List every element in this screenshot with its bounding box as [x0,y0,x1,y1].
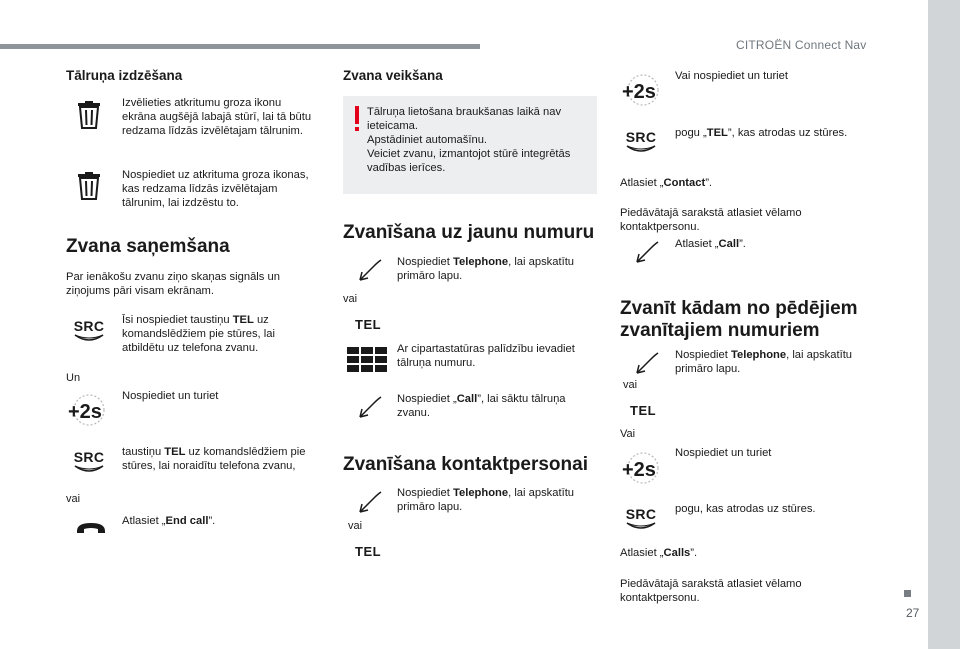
side-strip [928,0,960,649]
recent-or-vai-2: Vai [620,428,636,440]
end-call-icon [74,520,108,536]
receive-or-un: Un [66,372,81,384]
tel-button-label: TEL [355,317,382,332]
receive-or-vai: vai [66,493,81,505]
section-title-recent: Zvanīt kādam no pēdējiem zvanītajiem numuriem [620,298,858,341]
recent-step1: Nospiediet Telephone, lai apskatītu primāro lapu. [675,349,853,375]
src-label: SRC [73,449,105,465]
press-hold-2s-icon [66,393,112,427]
src-steering-button-icon [624,127,658,157]
src-steering-button-icon [72,447,106,477]
svg-text:+2s: +2s [622,81,656,103]
new-number-step1: Nospiediet Telephone, lai apskatītu primāro lapu. [397,256,575,282]
receive-step1: Īsi nospiediet taustiņu TEL uz komandslēdžiem pie stūres, lai atbildētu uz telefona zvanu. [122,314,275,354]
cont-step2: pogu „TEL”, kas atrodas uz stūres. [675,127,848,139]
brand-title: CITROËN Connect Nav [736,38,867,52]
src-label: SRC [625,506,657,522]
header-rule [0,44,480,49]
section-title-receive: Zvana saņemšana [66,236,230,257]
cont-step4: Piedāvātajā sarakstā atlasiet vēlamo kontaktpersonu. [620,207,802,233]
warning-text: Tālruņa lietošana braukšanas laikā nav ieteicama. Apstādiniet automašīnu. Veiciet zvanu, izmantojot stūrē integrētās vadības ierīces. [367,106,571,174]
svg-text:+2s: +2s [68,401,102,423]
press-hold-2s-icon [620,451,666,485]
section-title-new-number: Zvanīšana uz jaunu numuru [343,222,595,243]
contact-or: vai [348,520,363,532]
new-number-or: vai [343,293,358,305]
tel-button-label: TEL [630,403,657,418]
receive-step2: Nospiediet un turiet [122,390,219,402]
touch-press-icon [355,256,385,284]
src-label: SRC [625,129,657,145]
recent-step4: Atlasiet „Calls”. [620,547,698,559]
recent-step3: pogu, kas atrodas uz stūres. [675,503,816,515]
touch-press-icon [632,349,662,377]
warning-icon-dot [355,127,359,131]
delete-step2: Nospiediet uz atkrituma groza ikonas, kas redzama līdzās izvēlētajam tālrunim, lai izdzēstu to. [122,169,309,209]
page-number: 27 [906,606,920,620]
cont-step1: Vai nospiediet un turiet [675,70,788,82]
delete-step1: Izvēlieties atkritumu groza ikonu ekrāna augšējā labajā stūrī, lai tā būtu redzama līdzās izvēlētajam tālrunim. [122,97,312,137]
src-steering-button-icon [624,504,658,534]
section-title-contact: Zvanīšana kontaktpersonai [343,454,588,475]
recent-step2: Nospiediet un turiet [675,447,772,459]
keypad-icon [346,346,388,374]
tel-button-label: TEL [355,544,382,559]
new-number-step3: Nospiediet „Call”, lai sāktu tālruņa zvanu. [397,393,566,419]
contact-step1: Nospiediet Telephone, lai apskatītu primāro lapu. [397,487,575,513]
warning-box [343,96,597,194]
src-label: SRC [73,318,105,334]
section-title-ongoing: Zvana veikšana [343,68,443,83]
cont-step3: Atlasiet „Contact”. [620,177,713,189]
touch-press-icon [355,488,385,516]
press-hold-2s-icon [620,73,666,107]
touch-press-icon [632,238,662,266]
cont-step5: Atlasiet „Call”. [675,238,746,250]
receive-step4: Atlasiet „End call”. [122,515,216,527]
continue-marker [904,590,911,597]
svg-text:+2s: +2s [622,459,656,481]
receive-intro: Par ienākošu zvanu ziņo skaņas signāls un ziņojums pāri visam ekrānam. [66,271,280,297]
section-title-delete: Tālruņa izdzēšana [66,68,183,83]
trash-icon [74,171,104,201]
warning-icon [355,106,359,124]
touch-press-icon [355,393,385,421]
receive-step3: taustiņu TEL uz komandslēdžiem pie stūres, lai noraidītu telefona zvanu, [122,446,306,472]
src-steering-button-icon [72,316,106,346]
new-number-step2: Ar cipartastatūras palīdzību ievadiet tālruņa numuru. [397,343,575,369]
trash-icon [74,100,104,130]
recent-or-vai: vai [623,379,638,391]
recent-step5: Piedāvātajā sarakstā atlasiet vēlamo kontaktpersonu. [620,578,802,604]
